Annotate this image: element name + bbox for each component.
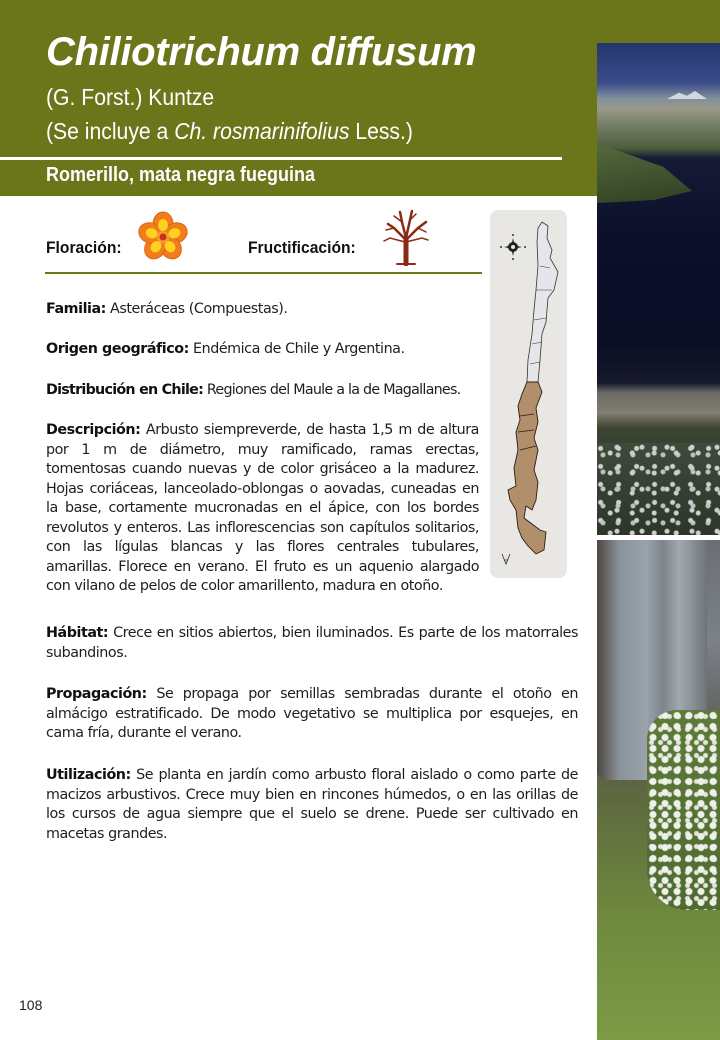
synonym-suffix: Less.) [349, 118, 413, 144]
section-label: Utilización: [46, 767, 131, 783]
distribution-map [490, 210, 567, 578]
landscape-photo [597, 43, 720, 535]
section-text: Regiones del Maule a la de Magallanes. [203, 382, 461, 398]
phenology-divider [45, 272, 482, 274]
header-divider [0, 157, 562, 160]
synonym-prefix: (Se incluye a [46, 118, 175, 144]
hillside [597, 143, 692, 203]
section-label: Familia: [46, 301, 106, 317]
section-label: Distribución en Chile: [46, 382, 204, 398]
section-text: Endémica de Chile y Argentina. [188, 341, 405, 357]
section-text: Se propaga por semillas sembradas durante el otoño en almácigo estratificado. De modo vegetativo se multiplica por esquejes, en cama fría, durante el verano. [46, 686, 578, 741]
flowering-label: Floración: [46, 238, 122, 257]
section-utilizacion [46, 766, 578, 844]
section-propagacion [46, 685, 578, 744]
common-name: Romerillo, mata negra fueguina [46, 164, 316, 186]
page-number: 108 [19, 997, 43, 1013]
bare-tree-icon [380, 208, 432, 266]
shrubs-foreground [597, 443, 720, 535]
north-arrow-icon [502, 554, 510, 564]
section-text: Arbusto siempreverde, de hasta 1,5 m de altura por 1 m de diámetro, muy ramificado, ramas erectas, tomentosas cuando nuevas y de color grisáceo a la madurez. Hojas coriáceas, lanceolado-oblongas o aovadas, cuneadas en la base, cortamente mucronadas en el ápice, con los bordes revolutos y enteros. Las inflorescencias son capítulos solitarios, con las lígulas blancas y las flores centrales tubulares, amarillas. Florece en verano. El fruto es un aquenio alargado con vilano de pelos de color amarillento, madura en otoño. [46, 422, 479, 594]
chile-map-graphic [490, 210, 567, 578]
section-label: Hábitat: [46, 625, 109, 641]
compass-rose-icon [500, 234, 526, 260]
shrub-photo [597, 540, 720, 1040]
section-familia [46, 300, 479, 320]
section-text: Crece en sitios abiertos, bien iluminados. Es parte de los matorrales subandinos. [46, 625, 578, 661]
section-descripcion [46, 421, 479, 597]
fruiting-label: Fructificación: [248, 238, 356, 257]
section-label: Descripción: [46, 422, 141, 438]
section-text: Se planta en jardín como arbusto floral aislado o como parte de macizos arbustivos. Crece muy bien en rincones húmedos, o en las orillas de los cursos de agua siempre que el suelo se drene. Puede ser cultivado en macetas grandes. [46, 767, 578, 842]
section-origen [46, 340, 479, 360]
section-label: Propagación: [46, 686, 147, 702]
section-habitat [46, 624, 578, 663]
synonym-italic: Ch. rosmarinifolius [174, 118, 350, 144]
synonym-line [46, 118, 413, 145]
section-text: Asteráceas (Compuestas). [105, 301, 288, 317]
white-flowers [647, 710, 720, 910]
flower-icon [136, 210, 190, 264]
section-distribucion [46, 381, 479, 401]
author-citation: (G. Forst.) Kuntze [46, 84, 215, 110]
section-label: Origen geográfico: [46, 341, 189, 357]
scientific-name-title: Chiliotrichum diffusum [46, 30, 477, 74]
snowy-peak [667, 91, 707, 99]
